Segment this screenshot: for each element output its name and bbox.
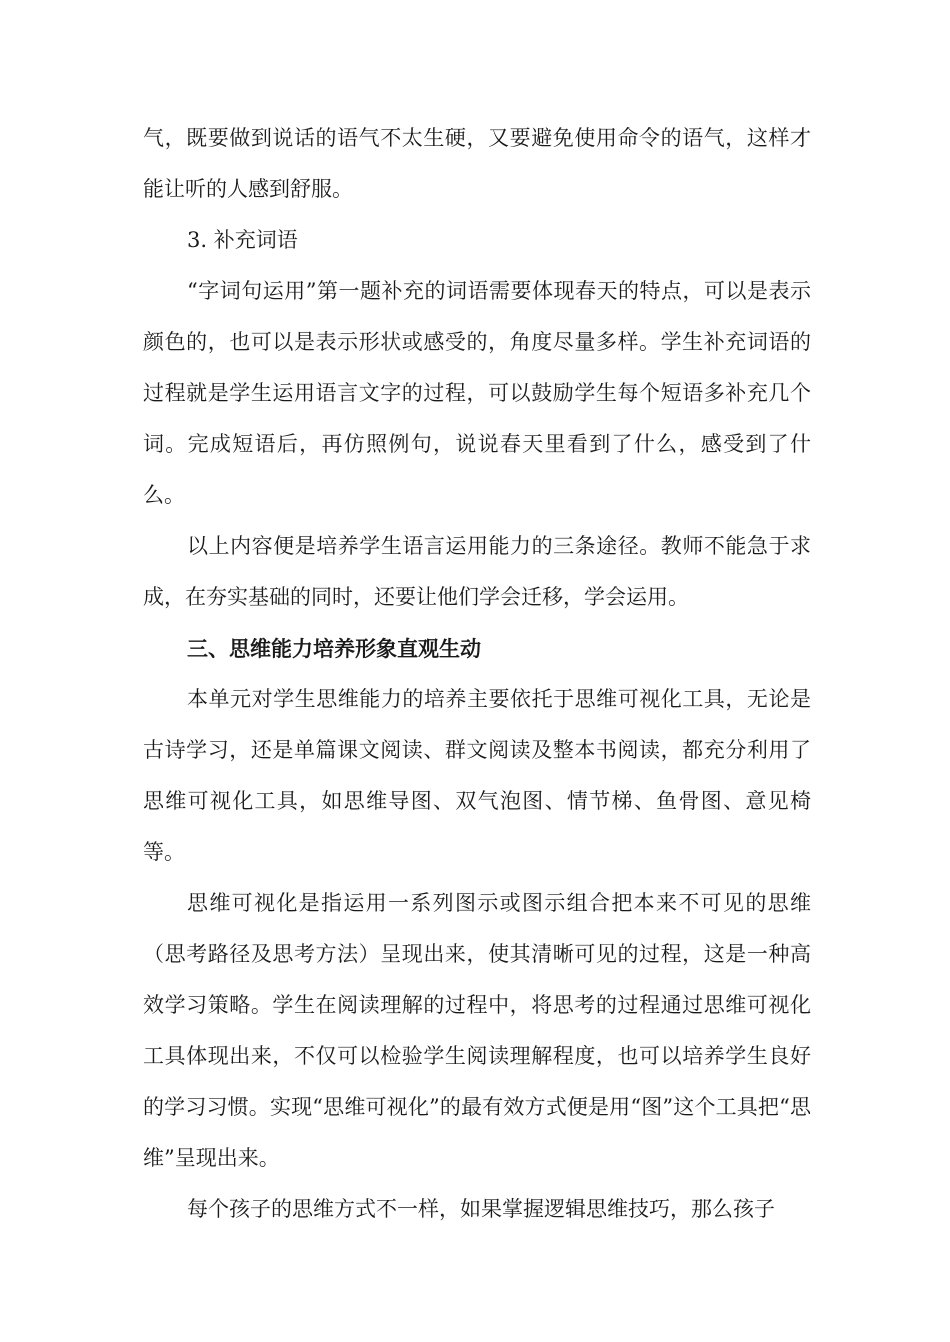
subheading-3: 3. 补充词语 bbox=[187, 228, 298, 252]
paragraph-visualization: 思维可视化是指运用一系列图示或图示组合把本来不可见的思维（思考路径及思考方法）呈现出来，使其清晰可见的过程，这是一种高效学习策略。学生在阅读理解的过程中，将思考的过程通过思维可视化工具体现出来，不仅可以检验学生阅读理解程度，也可以培养学生良好的学习习惯。实现“思维可视化”的最有效方式便是用“图”这个工具把“思维”呈现出来。 bbox=[143, 891, 811, 1170]
paragraph-continuation: 气，既要做到说话的语气不太生硬，又要避免使用命令的语气，这样才能让听的人感到舒服。 bbox=[143, 126, 811, 201]
section-heading-3: 三、思维能力培养形象直观生动 bbox=[187, 636, 481, 661]
body-text bbox=[143, 113, 811, 1235]
paragraph-summary: 以上内容便是培养学生语言运用能力的三条途径。教师不能急于求成，在夯实基础的同时，还要让他们学会迁移，学会运用。 bbox=[143, 534, 811, 609]
paragraph-word-supplement: “字词句运用”第一题补充的词语需要体现春天的特点，可以是表示颜色的，也可以是表示形状或感受的，角度尽量多样。学生补充词语的过程就是学生运用语言文字的过程，可以鼓励学生每个短语多补充几个词。完成短语后，再仿照例句，说说春天里看到了什么，感受到了什么。 bbox=[143, 279, 811, 507]
paragraph-final: 每个孩子的思维方式不一样，如果掌握逻辑思维技巧，那么孩子 bbox=[187, 1197, 775, 1221]
paragraph-thinking-tools: 本单元对学生思维能力的培养主要依托于思维可视化工具，无论是古诗学习，还是单篇课文阅读、群文阅读及整本书阅读，都充分利用了思维可视化工具，如思维导图、双气泡图、情节梯、鱼骨图、意见椅等。 bbox=[143, 687, 811, 864]
